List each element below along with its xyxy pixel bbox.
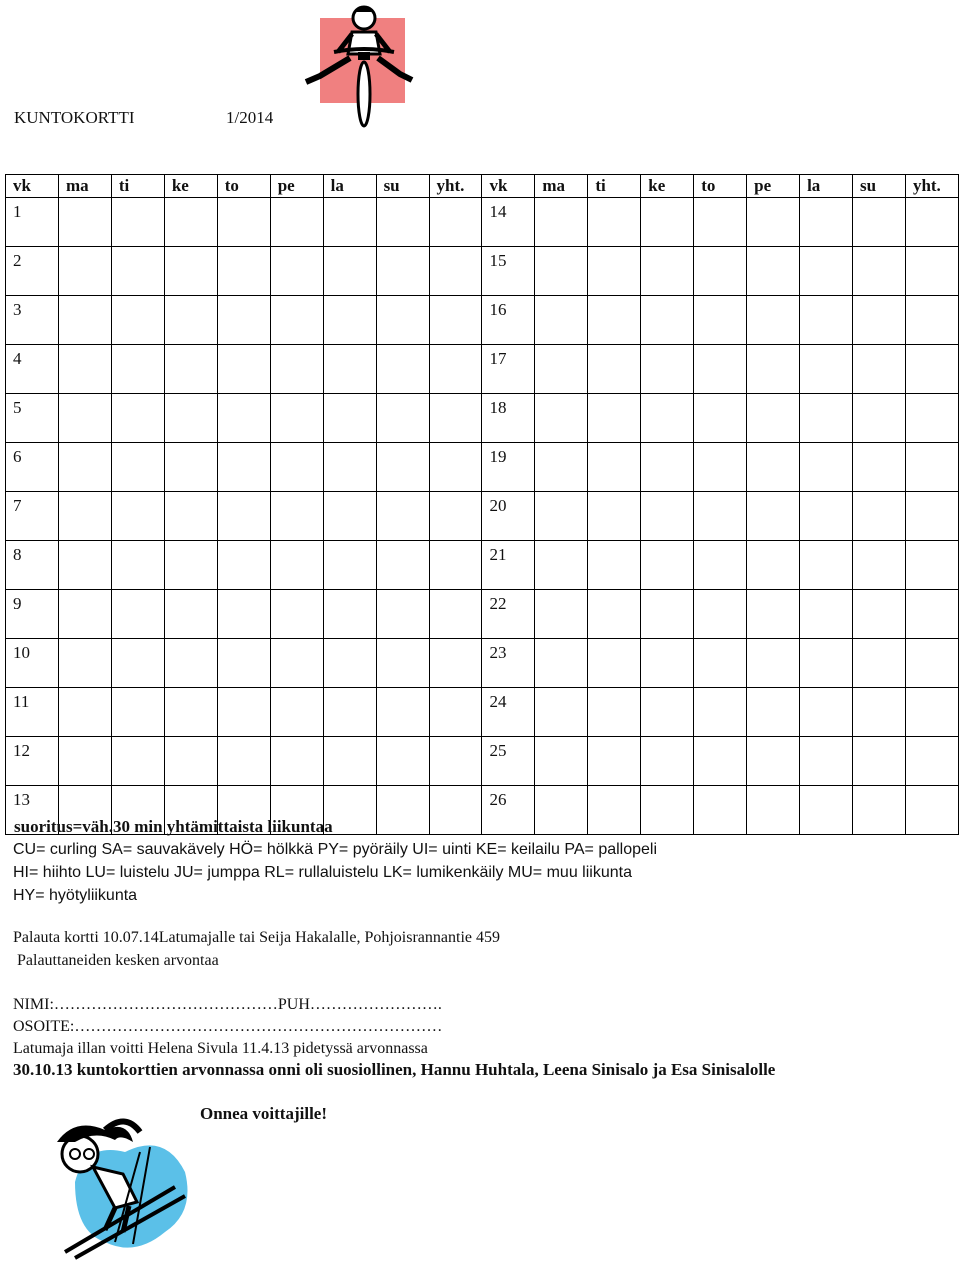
legend-heading: suoritus=väh.30 min yhtämittaista liikuntaa: [14, 817, 333, 836]
grid-header-row: [6, 175, 959, 198]
grid-week-row: [6, 394, 959, 443]
day-cell[interactable]: [694, 198, 747, 247]
day-cell[interactable]: [376, 639, 429, 688]
day-cell[interactable]: [217, 345, 270, 394]
day-cell[interactable]: [429, 541, 482, 590]
day-cell[interactable]: [270, 541, 323, 590]
week-number: 6: [6, 443, 59, 492]
day-cell[interactable]: [270, 492, 323, 541]
day-cell[interactable]: [694, 394, 747, 443]
day-cell[interactable]: [747, 247, 800, 296]
day-cell[interactable]: [853, 737, 906, 786]
week-number: 5: [6, 394, 59, 443]
day-cell[interactable]: [588, 492, 641, 541]
day-cell[interactable]: [535, 394, 588, 443]
grid-week-row: [6, 198, 959, 247]
grid-week-row: [6, 590, 959, 639]
return-line: Palauta kortti 10.07.14Latumajalle tai Seija Hakalalle, Pohjoisrannantie 459: [13, 929, 500, 946]
day-cell[interactable]: [58, 688, 111, 737]
day-cell[interactable]: [694, 688, 747, 737]
grid-header-cell: la: [800, 175, 853, 198]
day-cell[interactable]: [111, 737, 164, 786]
previous-winner-note: Latumaja illan voitti Helena Sivula 11.4.13 pidetyssä arvonnassa: [13, 1040, 428, 1057]
day-cell[interactable]: [853, 786, 906, 835]
day-cell[interactable]: [323, 443, 376, 492]
day-cell[interactable]: [217, 247, 270, 296]
week-number: 3: [6, 296, 59, 345]
grid-header-cell: yht.: [905, 175, 958, 198]
day-cell[interactable]: [747, 443, 800, 492]
day-cell[interactable]: [111, 394, 164, 443]
day-cell[interactable]: [641, 345, 694, 394]
day-cell[interactable]: [111, 590, 164, 639]
day-cell[interactable]: [164, 541, 217, 590]
day-cell[interactable]: [376, 541, 429, 590]
day-cell[interactable]: [800, 639, 853, 688]
grid-week-row: [6, 492, 959, 541]
week-number: 26: [482, 786, 535, 835]
grid-header-cell: ma: [535, 175, 588, 198]
day-cell[interactable]: [429, 296, 482, 345]
day-cell[interactable]: [588, 541, 641, 590]
grid-header-cell: ke: [641, 175, 694, 198]
day-cell[interactable]: [164, 639, 217, 688]
day-cell[interactable]: [588, 688, 641, 737]
day-cell[interactable]: [694, 443, 747, 492]
day-cell[interactable]: [111, 639, 164, 688]
day-cell[interactable]: [429, 492, 482, 541]
day-cell[interactable]: [376, 394, 429, 443]
week-number: 17: [482, 345, 535, 394]
day-cell[interactable]: [800, 443, 853, 492]
day-cell[interactable]: [641, 688, 694, 737]
day-cell[interactable]: [429, 590, 482, 639]
day-cell[interactable]: [800, 786, 853, 835]
day-cell[interactable]: [588, 394, 641, 443]
day-cell[interactable]: [164, 590, 217, 639]
day-cell[interactable]: [217, 296, 270, 345]
day-cell[interactable]: [58, 737, 111, 786]
day-cell[interactable]: [270, 737, 323, 786]
grid-header-cell: vk: [6, 175, 59, 198]
day-cell[interactable]: [800, 590, 853, 639]
day-cell[interactable]: [429, 786, 482, 835]
training-grid: [5, 174, 959, 835]
day-cell[interactable]: [429, 394, 482, 443]
day-cell[interactable]: [429, 247, 482, 296]
week-number: 2: [6, 247, 59, 296]
day-cell[interactable]: [853, 443, 906, 492]
day-cell[interactable]: [905, 492, 958, 541]
day-cell[interactable]: [588, 345, 641, 394]
day-cell[interactable]: [323, 247, 376, 296]
grid-header-cell: la: [323, 175, 376, 198]
day-cell[interactable]: [270, 198, 323, 247]
day-cell[interactable]: [58, 345, 111, 394]
day-cell[interactable]: [905, 541, 958, 590]
day-cell[interactable]: [535, 786, 588, 835]
day-cell[interactable]: [694, 345, 747, 394]
day-cell[interactable]: [905, 786, 958, 835]
day-cell[interactable]: [376, 590, 429, 639]
grid-week-row: [6, 737, 959, 786]
name-field[interactable]: NIMI:……………………………………PUH…………………….: [13, 996, 442, 1013]
day-cell[interactable]: [853, 688, 906, 737]
grid-week-row: [6, 296, 959, 345]
contact-form: [13, 994, 442, 1060]
day-cell[interactable]: [588, 198, 641, 247]
legend-line: CU= curling SA= sauvakävely HÖ= hölkkä PY= pyöräily UI= uinti KE= keilailu PA= pallopeli: [13, 841, 658, 858]
day-cell[interactable]: [641, 492, 694, 541]
day-cell[interactable]: [111, 345, 164, 394]
week-number: 4: [6, 345, 59, 394]
return-info: [13, 926, 500, 972]
day-cell[interactable]: [58, 492, 111, 541]
day-cell[interactable]: [588, 247, 641, 296]
grid-header-cell: to: [217, 175, 270, 198]
day-cell[interactable]: [747, 198, 800, 247]
grid-header-cell: pe: [270, 175, 323, 198]
day-cell[interactable]: [694, 639, 747, 688]
day-cell[interactable]: [800, 394, 853, 443]
day-cell[interactable]: [323, 541, 376, 590]
day-cell[interactable]: [853, 345, 906, 394]
day-cell[interactable]: [111, 296, 164, 345]
grid-week-row: [6, 541, 959, 590]
day-cell[interactable]: [111, 688, 164, 737]
day-cell[interactable]: [747, 394, 800, 443]
day-cell[interactable]: [747, 345, 800, 394]
day-cell[interactable]: [270, 296, 323, 345]
week-number: 10: [6, 639, 59, 688]
day-cell[interactable]: [270, 443, 323, 492]
day-cell[interactable]: [376, 345, 429, 394]
day-cell[interactable]: [694, 296, 747, 345]
day-cell[interactable]: [164, 296, 217, 345]
day-cell[interactable]: [270, 639, 323, 688]
day-cell[interactable]: [58, 541, 111, 590]
day-cell[interactable]: [853, 590, 906, 639]
week-number: 23: [482, 639, 535, 688]
week-number: 20: [482, 492, 535, 541]
day-cell[interactable]: [58, 198, 111, 247]
week-number: 9: [6, 590, 59, 639]
day-cell[interactable]: [164, 737, 217, 786]
day-cell[interactable]: [853, 296, 906, 345]
grid-week-row: [6, 247, 959, 296]
day-cell[interactable]: [217, 394, 270, 443]
legend-line: HI= hiihto LU= luistelu JU= jumppa RL= rullaluistelu LK= lumikenkäily MU= muu liikunta: [13, 864, 632, 881]
day-cell[interactable]: [641, 786, 694, 835]
day-cell[interactable]: [323, 639, 376, 688]
week-number: 14: [482, 198, 535, 247]
day-cell[interactable]: [641, 639, 694, 688]
week-number: 19: [482, 443, 535, 492]
day-cell[interactable]: [905, 394, 958, 443]
day-cell[interactable]: [853, 492, 906, 541]
day-cell[interactable]: [905, 198, 958, 247]
legend-line: HY= hyötyliikunta: [13, 887, 138, 904]
day-cell[interactable]: [588, 786, 641, 835]
day-cell[interactable]: [323, 737, 376, 786]
day-cell[interactable]: [217, 198, 270, 247]
day-cell[interactable]: [323, 198, 376, 247]
day-cell[interactable]: [323, 345, 376, 394]
day-cell[interactable]: [376, 296, 429, 345]
day-cell[interactable]: [905, 296, 958, 345]
week-number: 22: [482, 590, 535, 639]
day-cell[interactable]: [111, 198, 164, 247]
day-cell[interactable]: [58, 247, 111, 296]
day-cell[interactable]: [58, 639, 111, 688]
grid-header-cell: su: [376, 175, 429, 198]
day-cell[interactable]: [217, 492, 270, 541]
day-cell[interactable]: [58, 296, 111, 345]
day-cell[interactable]: [217, 590, 270, 639]
day-cell[interactable]: [588, 590, 641, 639]
day-cell[interactable]: [323, 296, 376, 345]
day-cell[interactable]: [111, 492, 164, 541]
day-cell[interactable]: [535, 296, 588, 345]
week-number: 21: [482, 541, 535, 590]
day-cell[interactable]: [535, 639, 588, 688]
day-cell[interactable]: [270, 394, 323, 443]
day-cell[interactable]: [800, 688, 853, 737]
day-cell[interactable]: [270, 590, 323, 639]
day-cell[interactable]: [535, 247, 588, 296]
day-cell[interactable]: [270, 688, 323, 737]
day-cell[interactable]: [747, 639, 800, 688]
day-cell[interactable]: [376, 688, 429, 737]
day-cell[interactable]: [323, 688, 376, 737]
day-cell[interactable]: [905, 590, 958, 639]
day-cell[interactable]: [853, 198, 906, 247]
day-cell[interactable]: [800, 296, 853, 345]
day-cell[interactable]: [800, 737, 853, 786]
day-cell[interactable]: [323, 590, 376, 639]
week-number: 11: [6, 688, 59, 737]
day-cell[interactable]: [376, 443, 429, 492]
day-cell[interactable]: [217, 688, 270, 737]
week-number: 1: [6, 198, 59, 247]
day-cell[interactable]: [164, 345, 217, 394]
day-cell[interactable]: [429, 345, 482, 394]
address-field[interactable]: OSOITE:……………………………………………………………: [13, 1018, 443, 1035]
grid-header-cell: vk: [482, 175, 535, 198]
day-cell[interactable]: [853, 541, 906, 590]
day-cell[interactable]: [429, 688, 482, 737]
day-cell[interactable]: [164, 247, 217, 296]
card-date: 1/2014: [226, 108, 274, 127]
week-number: 12: [6, 737, 59, 786]
day-cell[interactable]: [641, 737, 694, 786]
day-cell[interactable]: [535, 688, 588, 737]
day-cell[interactable]: [747, 296, 800, 345]
day-cell[interactable]: [694, 786, 747, 835]
week-number: 18: [482, 394, 535, 443]
day-cell[interactable]: [747, 786, 800, 835]
day-cell[interactable]: [429, 639, 482, 688]
day-cell[interactable]: [217, 443, 270, 492]
day-cell[interactable]: [429, 443, 482, 492]
day-cell[interactable]: [535, 590, 588, 639]
day-cell[interactable]: [747, 492, 800, 541]
day-cell[interactable]: [800, 492, 853, 541]
day-cell[interactable]: [429, 737, 482, 786]
skier-icon: [45, 1112, 195, 1260]
week-number: 24: [482, 688, 535, 737]
day-cell[interactable]: [376, 247, 429, 296]
day-cell[interactable]: [853, 639, 906, 688]
day-cell[interactable]: [747, 590, 800, 639]
day-cell[interactable]: [58, 394, 111, 443]
day-cell[interactable]: [111, 541, 164, 590]
day-cell[interactable]: [641, 296, 694, 345]
activity-legend: [13, 838, 657, 907]
day-cell[interactable]: [58, 443, 111, 492]
day-cell[interactable]: [588, 737, 641, 786]
day-cell[interactable]: [641, 541, 694, 590]
day-cell[interactable]: [641, 394, 694, 443]
day-cell[interactable]: [217, 541, 270, 590]
day-cell[interactable]: [376, 492, 429, 541]
day-cell[interactable]: [323, 492, 376, 541]
congrats-text: Onnea voittajille!: [200, 1104, 328, 1123]
day-cell[interactable]: [270, 345, 323, 394]
day-cell[interactable]: [270, 247, 323, 296]
grid-header-cell: ti: [588, 175, 641, 198]
day-cell[interactable]: [800, 247, 853, 296]
day-cell[interactable]: [164, 443, 217, 492]
day-cell[interactable]: [164, 492, 217, 541]
day-cell[interactable]: [905, 737, 958, 786]
grid-week-row: [6, 688, 959, 737]
day-cell[interactable]: [376, 786, 429, 835]
grid-week-row: [6, 345, 959, 394]
grid-header-cell: ma: [58, 175, 111, 198]
day-cell[interactable]: [58, 590, 111, 639]
week-number: 15: [482, 247, 535, 296]
day-cell[interactable]: [217, 639, 270, 688]
day-cell[interactable]: [853, 247, 906, 296]
day-cell[interactable]: [694, 247, 747, 296]
week-number: 25: [482, 737, 535, 786]
day-cell[interactable]: [853, 394, 906, 443]
day-cell[interactable]: [905, 345, 958, 394]
day-cell[interactable]: [641, 198, 694, 247]
day-cell[interactable]: [641, 443, 694, 492]
week-number: 8: [6, 541, 59, 590]
day-cell[interactable]: [588, 443, 641, 492]
grid-week-row: [6, 443, 959, 492]
day-cell[interactable]: [588, 639, 641, 688]
day-cell[interactable]: [905, 247, 958, 296]
day-cell[interactable]: [376, 737, 429, 786]
day-cell[interactable]: [747, 541, 800, 590]
grid-header-cell: ti: [111, 175, 164, 198]
day-cell[interactable]: [535, 492, 588, 541]
cyclist-icon: [300, 2, 415, 128]
day-cell[interactable]: [111, 247, 164, 296]
day-cell[interactable]: [323, 394, 376, 443]
day-cell[interactable]: [535, 541, 588, 590]
return-line: Palauttaneiden kesken arvontaa: [13, 952, 219, 969]
day-cell[interactable]: [800, 541, 853, 590]
day-cell[interactable]: [535, 737, 588, 786]
day-cell[interactable]: [641, 590, 694, 639]
day-cell[interactable]: [800, 345, 853, 394]
day-cell[interactable]: [164, 394, 217, 443]
day-cell[interactable]: [694, 590, 747, 639]
grid-header-cell: ke: [164, 175, 217, 198]
day-cell[interactable]: [164, 198, 217, 247]
winners-line: 30.10.13 kuntokorttien arvonnassa onni oli suosiollinen, Hannu Huhtala, Leena Sinisalo ja Esa Sinisalolle: [13, 1060, 776, 1079]
day-cell[interactable]: [694, 492, 747, 541]
week-number: 16: [482, 296, 535, 345]
day-cell[interactable]: [535, 443, 588, 492]
day-cell[interactable]: [641, 247, 694, 296]
grid-header-cell: pe: [747, 175, 800, 198]
day-cell[interactable]: [694, 737, 747, 786]
grid-header-cell: yht.: [429, 175, 482, 198]
card-title: KUNTOKORTTI: [14, 108, 135, 127]
day-cell[interactable]: [164, 688, 217, 737]
day-cell[interactable]: [376, 198, 429, 247]
day-cell[interactable]: [747, 688, 800, 737]
day-cell[interactable]: [535, 198, 588, 247]
day-cell[interactable]: [429, 198, 482, 247]
day-cell[interactable]: [111, 443, 164, 492]
day-cell[interactable]: [800, 198, 853, 247]
day-cell[interactable]: [694, 541, 747, 590]
week-number: 13: [6, 786, 59, 835]
day-cell[interactable]: [905, 639, 958, 688]
day-cell[interactable]: [747, 737, 800, 786]
day-cell[interactable]: [905, 688, 958, 737]
grid-header-cell: to: [694, 175, 747, 198]
day-cell[interactable]: [217, 737, 270, 786]
day-cell[interactable]: [535, 345, 588, 394]
day-cell[interactable]: [588, 296, 641, 345]
week-number: 7: [6, 492, 59, 541]
grid-week-row: [6, 639, 959, 688]
grid-header-cell: su: [853, 175, 906, 198]
day-cell[interactable]: [905, 443, 958, 492]
